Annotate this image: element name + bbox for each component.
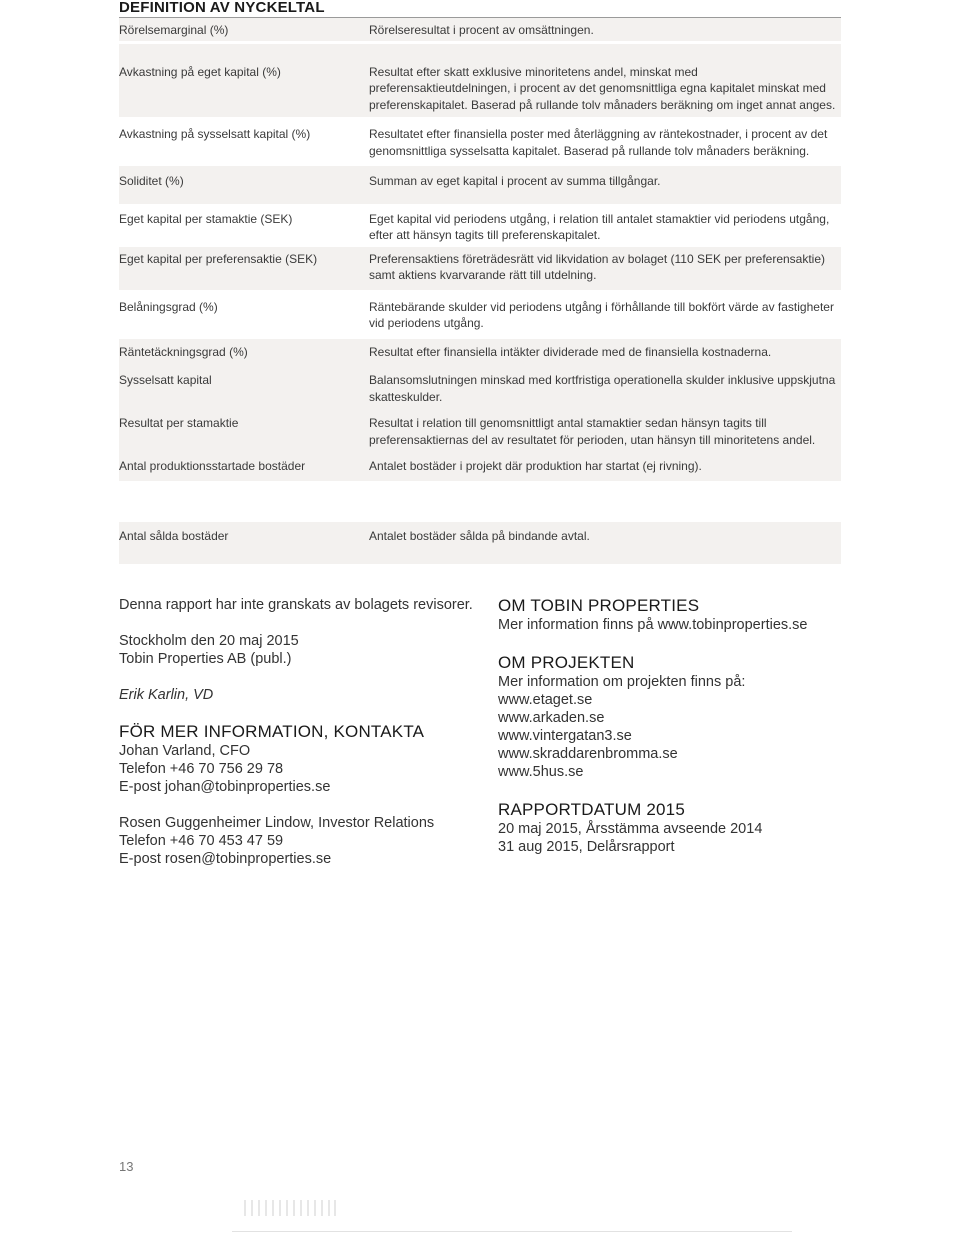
contact-email[interactable]: E-post johan@tobinproperties.se — [119, 779, 331, 795]
definition-term: Antal produktionsstartade bostäder — [119, 459, 306, 473]
page-title: DEFINITION AV NYCKELTAL — [119, 0, 841, 18]
footer-divider — [232, 1231, 792, 1247]
definition-row — [119, 528, 841, 545]
definition-group — [119, 293, 841, 336]
definition-group — [119, 44, 841, 118]
project-link[interactable]: www.etaget.se — [498, 692, 593, 708]
company-info — [498, 596, 838, 856]
definition-description: Eget kapital vid periodens utgång, i relation till antalet stamaktier vid periodens utgång, efter att hänsyn tagits till preferenskapitalet. — [369, 211, 830, 242]
definition-term: Eget kapital per stamaktie (SEK) — [119, 211, 293, 226]
definition-description: Resultat i relation till genomsnittligt antal stamaktier sedan hänsyn tagits till preferensaktiernas del av resultatet för perioden, utan hänsyn till minoritetens andel. — [369, 416, 816, 447]
definitions-table — [119, 18, 841, 567]
signature: Erik Karlin, VD — [119, 687, 214, 703]
definition-description: Räntebärande skulder vid periodens utgång i förhållande till bokfört värde av fastigheter vid periodens utgång. — [369, 299, 834, 330]
definition-group — [119, 247, 841, 290]
page-number: 13 — [119, 1159, 134, 1174]
definition-description: Antalet bostäder i projekt där produktion har startat (ej rivning). — [369, 459, 702, 473]
definition-term: Eget kapital per preferensaktie (SEK) — [119, 251, 318, 266]
contact-name: Johan Varland, CFO — [119, 743, 251, 759]
audit-notice: Denna rapport har inte granskats av bolagets revisorer. — [119, 597, 473, 613]
contact-phone: Telefon +46 70 453 47 59 — [119, 833, 284, 849]
definition-group — [119, 18, 841, 41]
definition-term: Sysselsatt kapital — [119, 373, 212, 387]
project-link[interactable]: www.skraddarenbromma.se — [498, 746, 678, 762]
report-date: 20 maj 2015, Årsstämma avseende 2014 — [498, 821, 763, 837]
decorative-bars — [244, 1200, 336, 1216]
definition-row — [119, 415, 841, 448]
definition-row — [119, 211, 841, 244]
definition-description: Resultatet efter finansiella poster med återläggning av räntekostnader, i procent av det genomsnittliga sysselsatta kapitalet. Baserad på rullande tolv månaders beräkning. — [369, 127, 828, 158]
definition-term: Avkastning på eget kapital (%) — [119, 64, 281, 79]
definition-group — [119, 166, 841, 204]
contact-name: Rosen Guggenheimer Lindow, Investor Relations — [119, 815, 435, 831]
projects-heading: OM PROJEKTEN — [498, 653, 635, 672]
definition-row — [119, 344, 841, 361]
definition-term: Soliditet (%) — [119, 174, 184, 188]
project-link[interactable]: www.vintergatan3.se — [498, 728, 632, 744]
definition-group — [119, 120, 841, 163]
definition-term: Rörelsemarginal (%) — [119, 23, 229, 37]
contact-phone: Telefon +46 70 756 29 78 — [119, 761, 284, 777]
definition-row — [119, 64, 841, 114]
definition-row — [119, 126, 841, 159]
definition-group — [119, 522, 841, 565]
definition-term: Räntetäckningsgrad (%) — [119, 344, 248, 359]
project-link[interactable]: www.5hus.se — [498, 764, 584, 780]
definition-description: Balansomslutningen minskad med kortfristiga operationella skulder inklusive uppskjutna skatteskulder. — [369, 373, 836, 404]
definition-term: Antal sålda bostäder — [119, 528, 229, 543]
definition-row — [119, 458, 841, 475]
definition-description: Rörelseresultat i procent av omsättningen. — [369, 23, 594, 37]
definition-description: Preferensaktiens företrädesrätt vid likvidation av bolaget (110 SEK per preferensaktie) samt aktiens kvarvarande rätt till utdelning. — [369, 251, 826, 282]
about-heading: OM TOBIN PROPERTIES — [498, 596, 700, 615]
report-dates-heading: RAPPORTDATUM 2015 — [498, 800, 685, 819]
definition-term: Resultat per stamaktie — [119, 416, 239, 430]
definition-description: Resultat efter skatt exklusive minoritetens andel, minskat med preferensaktieutdelningen, i procent av det genomsnittliga egna kapitalet minskat med preferenskapitalet. Baserad på rullande tolv månaders beräkning om inget annat anges. — [369, 64, 836, 112]
definition-description: Antalet bostäder sålda på bindande avtal. — [369, 528, 590, 543]
definition-row — [119, 251, 841, 284]
definition-description: Resultat efter finansiella intäkter dividerade med de finansiella kostnaderna. — [369, 344, 772, 359]
definition-term: Belåningsgrad (%) — [119, 299, 218, 314]
report-signoff — [119, 596, 489, 868]
definition-group — [119, 207, 841, 244]
place-date: Stockholm den 20 maj 2015 — [119, 633, 299, 649]
definition-row — [119, 299, 841, 332]
definition-row — [119, 173, 841, 190]
definition-row — [119, 372, 841, 405]
definition-description: Summan av eget kapital i procent av summa tillgångar. — [369, 174, 661, 188]
project-link[interactable]: www.arkaden.se — [498, 710, 605, 726]
definition-term: Avkastning på sysselsatt kapital (%) — [119, 127, 311, 141]
report-date: 31 aug 2015, Delårsrapport — [498, 839, 675, 855]
contact-email[interactable]: E-post rosen@tobinproperties.se — [119, 851, 332, 867]
contact-heading: FÖR MER INFORMATION, KONTAKTA — [119, 722, 425, 741]
definition-row — [119, 22, 841, 39]
about-text: Mer information finns på www.tobinproperties.se — [498, 617, 808, 633]
company-name: Tobin Properties AB (publ.) — [119, 651, 292, 667]
definition-group — [119, 339, 841, 481]
projects-intro: Mer information om projekten finns på: — [498, 674, 746, 690]
